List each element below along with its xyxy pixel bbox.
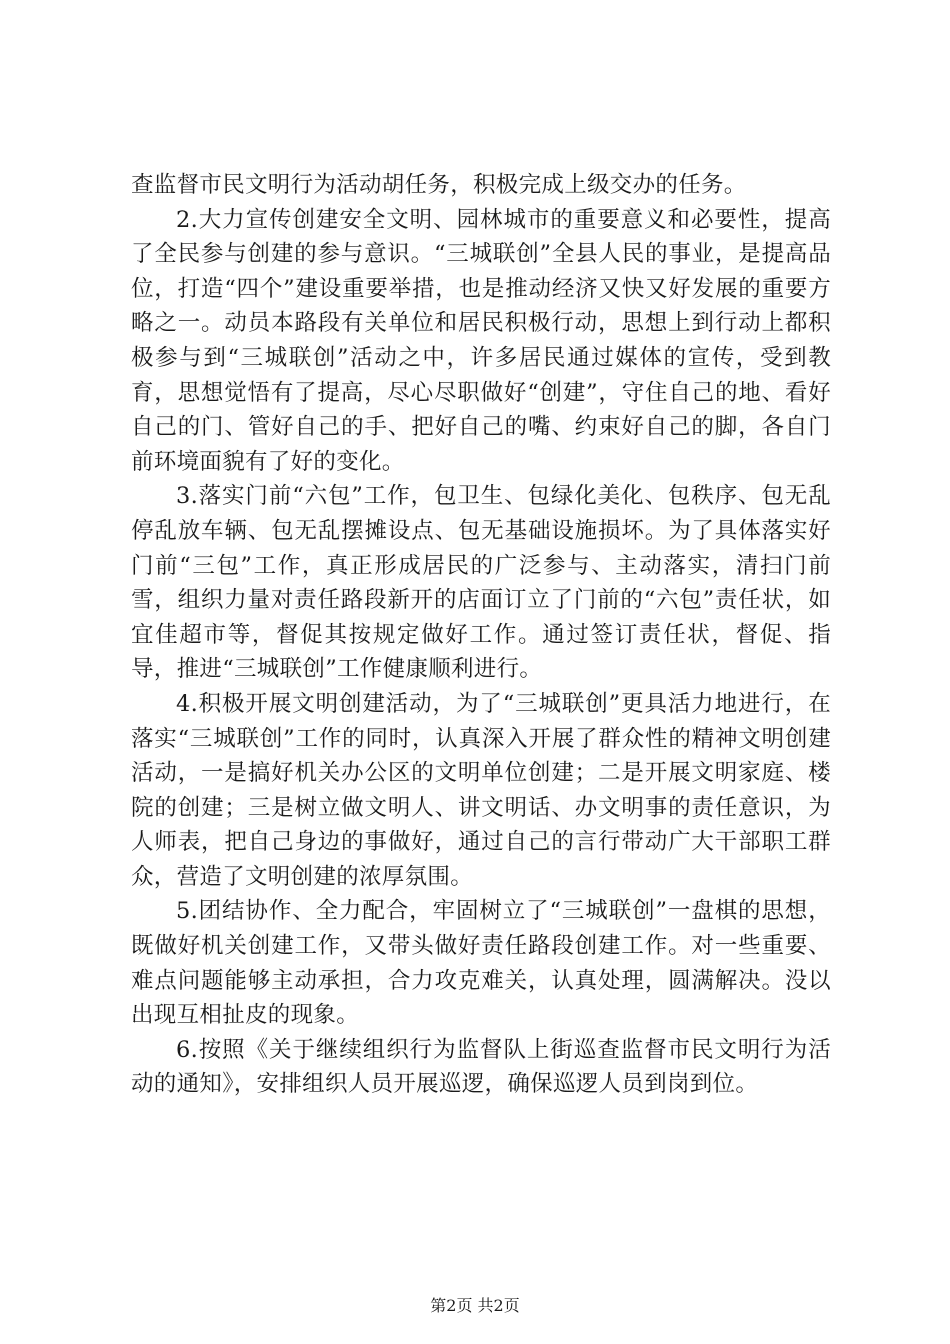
document-body bbox=[131, 168, 831, 1102]
paragraph-item-5: 5.团结协作、全力配合，牢固树立了“三城联创”一盘棋的思想，既做好机关创建工作，又带头做好责任路段创建工作。对一些重要、难点问题能够主动承担，合力攻克难关，认真处理，圆满解决。没以出现互相扯皮的现象。 bbox=[131, 898, 831, 1029]
paragraph-item-3: 3.落实门前“六包”工作，包卫生、包绿化美化、包秩序、包无乱停乱放车辆、包无乱摆摊设点、包无基础设施损坏。为了具体落实好门前“三包”工作，真正形成居民的广泛参与、主动落实，清扫门前雪，组织力量对责任路段新开的店面订立了门前的“六包”责任状，如宜佳超市等，督促其按规定做好工作。通过签订责任状，督促、指导，推进“三城联创”工作健康顺利进行。 bbox=[131, 483, 831, 683]
paragraph-item-2: 2.大力宣传创建安全文明、园林城市的重要意义和必要性，提高了全民参与创建的参与意识。“三城联创”全县人民的事业，是提高品位，打造“四个”建设重要举措，也是推动经济又快又好发展的重要方略之一。动员本路段有关单位和居民积极行动，思想上到行动上都积极参与到“三城联创”活动之中，许多居民通过媒体的宣传，受到教育，思想觉悟有了提高，尽心尽职做好“创建”，守住自己的地、看好自己的门、管好自己的手、把好自己的嘴、约束好自己的脚，各自门前环境面貌有了好的变化。 bbox=[131, 206, 831, 475]
paragraph-item-4: 4.积极开展文明创建活动，为了“三城联创”更具活力地进行，在落实“三城联创”工作的同时，认真深入开展了群众性的精神文明创建活动，一是搞好机关办公区的文明单位创建；二是开展文明家庭、楼院的创建；三是树立做文明人、讲文明话、办文明事的责任意识，为人师表，把自己身边的事做好，通过自己的言行带动广大干部职工群众，营造了文明创建的浓厚氛围。 bbox=[131, 690, 831, 890]
page-footer bbox=[0, 1296, 950, 1316]
paragraph-continuation: 查监督市民文明行为活动胡任务，积极完成上级交办的任务。 bbox=[131, 172, 747, 198]
paragraph-item-6: 6.按照《关于继续组织行为监督队上街巡查监督市民文明行为活动的通知》，安排组织人员开展巡逻，确保巡逻人员到岗到位。 bbox=[131, 1036, 831, 1098]
page-number-label: 第2页 共2页 bbox=[430, 1296, 520, 1315]
